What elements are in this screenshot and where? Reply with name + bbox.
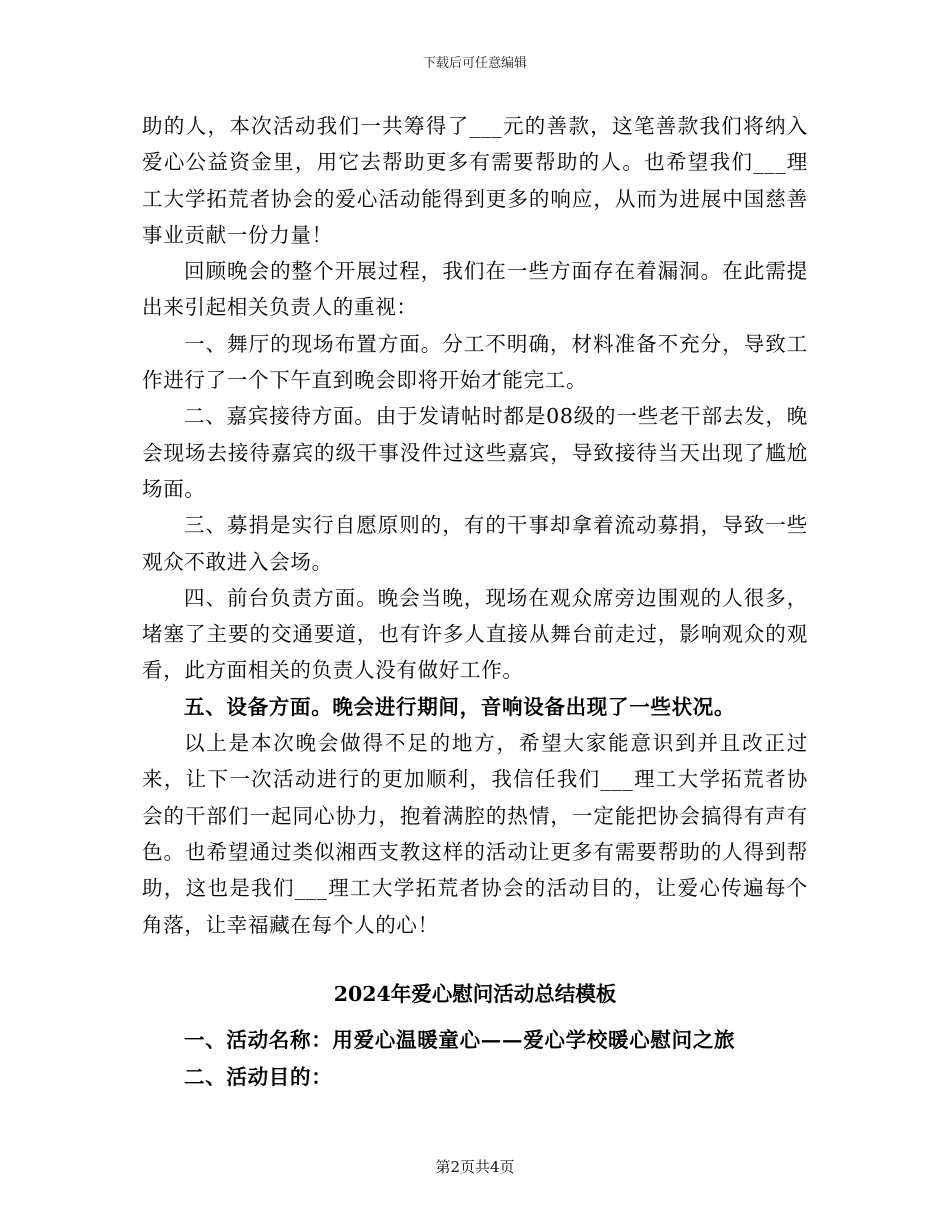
section-headings	[142, 1022, 808, 1095]
paragraph-review-intro: 回顾晚会的整个开展过程，我们在一些方面存在着漏洞。在此需提出来引起相关负责人的重视：	[142, 259, 808, 320]
page-header: 下载后可任意编辑	[422, 56, 527, 71]
paragraph-venue-setup: 一、舞厅的现场布置方面。分工不明确，材料准备不充分，导致工作进行了一个下午直到晚会即将开始才能完工。	[142, 331, 808, 393]
paragraph-conclusion: 以上是本次晚会做得不足的地方，希望大家能意识到并且改正过来，让下一次活动进行的更加顺利，我信任我们___理工大学拓荒者协会的干部们一起同心协力，抱着满腔的热情，一定能把协会搞得有声有色。也希望通过类似湘西支教这样的活动让更多有需要帮助的人得到帮助，这也是我们___理工大学拓荒者协会的活动目的，让爱心传遍每个角落，让幸福藏在每个人的心！	[142, 731, 808, 937]
document-body	[142, 108, 808, 943]
document-title: 2024年爱心慰问活动总结模板	[333, 982, 617, 1006]
section-heading-activity-purpose: 二、活动目的：	[184, 1064, 333, 1089]
paragraph-front-desk: 四、前台负责方面。晚会当晚，现场在观众席旁边围观的人很多，堵塞了主要的交通要道，也有许多人直接从舞台前走过，影响观众的观看，此方面相关的负责人没有做好工作。	[142, 585, 808, 683]
paragraph-equipment: 五、设备方面。晚会进行期间，音响设备出现了一些状况。	[184, 694, 736, 719]
paragraph-donation-issue: 三、募捐是实行自愿原则的，有的干事却拿着流动募捐，导致一些观众不敢进入会场。	[142, 513, 808, 574]
paragraph-donation-summary: 助的人，本次活动我们一共筹得了___元的善款，这笔善款我们将纳入爱心公益资金里，用它去帮助更多有需要帮助的人。也希望我们___理工大学拓荒者协会的爱心活动能得到更多的响应，从而为进展中国慈善事业贡献一份力量！	[142, 114, 808, 247]
paragraph-guest-reception: 二、嘉宾接待方面。由于发请帖时都是08级的一些老干部去发，晚会现场去接待嘉宾的级干事没件过这些嘉宾，导致接待当天出现了尴尬场面。	[142, 404, 808, 501]
section-heading-activity-name: 一、活动名称：用爱心温暖童心——爱心学校暖心慰问之旅	[184, 1028, 736, 1052]
page-footer: 第2页共4页	[435, 1158, 515, 1176]
